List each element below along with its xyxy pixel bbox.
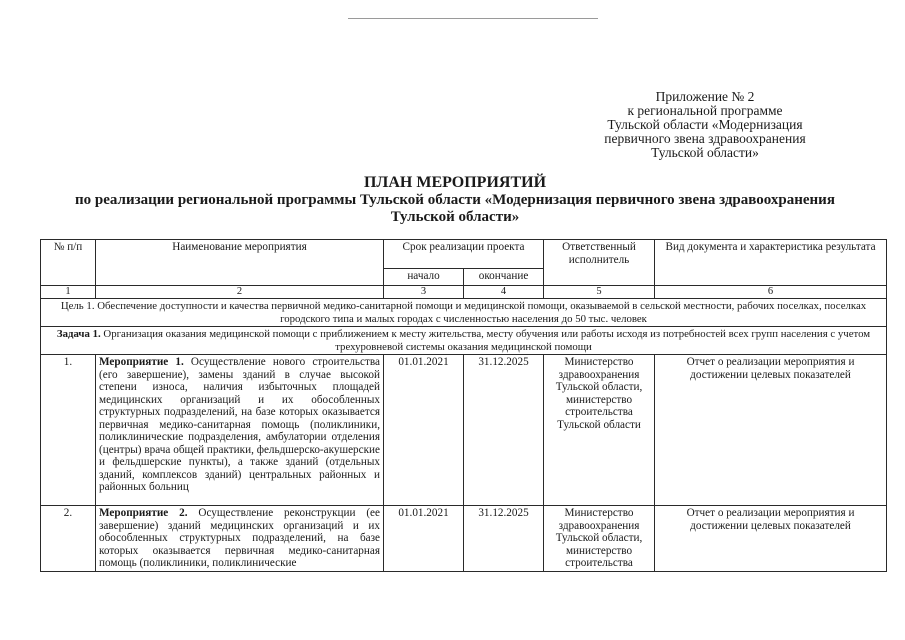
top-divider — [348, 18, 598, 19]
header-start: начало — [384, 269, 464, 286]
column-number: 6 — [655, 286, 887, 299]
appendix-line: Тульской области «Модернизация — [607, 117, 803, 132]
column-number: 3 — [384, 286, 464, 299]
goal-text: Цель 1. Обеспечение доступности и качества первичной медико-санитарной помощи и медицинской помощи, оказываемой в сельской местности, рабочих поселках, поселках городского типа и малых городах с численностью населения до 50 тыс. человек — [41, 299, 887, 327]
header-num: № п/п — [41, 240, 96, 286]
event-label: Мероприятие 1. — [99, 356, 184, 368]
event-text: Осуществление реконструкции (ее завершение) зданий медицинских организаций и их обособленных структурных подразделений, на базе которых оказывается первичная медико-санитарная помощь (поликлиники, поликлинические — [99, 507, 380, 569]
plan-table — [40, 239, 887, 572]
task-text: Организация оказания медицинской помощи с приближением к месту жительства, месту обучения или работы исходя из потребностей всех групп населения с учетом трехуровневой системы оказания медицинской помощи — [100, 328, 871, 353]
task-label: Задача 1. — [56, 328, 101, 340]
column-number: 2 — [96, 286, 384, 299]
appendix-line: к региональной программе — [627, 103, 783, 118]
event-name — [96, 506, 384, 572]
header-row — [41, 240, 887, 269]
appendix-note — [580, 90, 830, 160]
event-start: 01.01.2021 — [384, 355, 464, 506]
event-text: Осуществление нового строительства (его завершение), замены зданий в случае высокой степени износа, наличия избыточных площадей медицинских организаций и их обособленных структурных подразделений, на базе которых оказывается первичная медико-санитарная помощь (поликлиники, поликлинические подразделения, амбулатории отделения (центры) врача общей практики, фельдшерско-акушерские и фельдшерские пункты), а также зданий (отдельных зданий, комплексов зданий) центральных районных и районных больниц — [99, 356, 380, 493]
appendix-line: первичного звена здравоохранения — [604, 131, 806, 146]
event-result: Отчет о реализации мероприятия и достижении целевых показателей — [655, 506, 887, 572]
event-label: Мероприятие 2. — [99, 507, 188, 519]
event-result: Отчет о реализации мероприятия и достижении целевых показателей — [655, 355, 887, 506]
header-responsible: Ответственный исполнитель — [544, 240, 655, 286]
appendix-line: Тульской области» — [651, 145, 759, 160]
appendix-line: Приложение № 2 — [655, 89, 755, 104]
goal-row — [41, 299, 887, 327]
header-end: окончание — [464, 269, 544, 286]
event-end: 31.12.2025 — [464, 506, 544, 572]
table-row — [41, 506, 887, 572]
document-title — [40, 174, 870, 227]
title-line-1: ПЛАН МЕРОПРИЯТИЙ — [363, 174, 547, 191]
title-line-3: Тульской области» — [390, 209, 520, 225]
event-start: 01.01.2021 — [384, 506, 464, 572]
event-responsible — [544, 506, 655, 572]
header-result: Вид документа и характеристика результата — [655, 240, 887, 286]
event-responsible-text: Министерство здравоохранения Тульской области, министерство строительства — [555, 507, 643, 569]
column-number: 5 — [544, 286, 655, 299]
row-num: 1. — [41, 355, 96, 506]
task-row — [41, 327, 887, 355]
title-line-2: по реализации региональной программы Тульской области «Модернизация первичного звена здравоохранения — [75, 191, 835, 208]
header-period: Срок реализации проекта — [384, 240, 544, 269]
event-responsible: Министерство здравоохранения Тульской области, министерство строительства Тульской области — [544, 355, 655, 506]
table-row — [41, 355, 887, 506]
event-end: 31.12.2025 — [464, 355, 544, 506]
header-name: Наименование мероприятия — [96, 240, 384, 286]
row-num: 2. — [41, 506, 96, 572]
task-cell — [41, 327, 887, 355]
column-number: 4 — [464, 286, 544, 299]
column-number: 1 — [41, 286, 96, 299]
event-name — [96, 355, 384, 506]
column-number-row — [41, 286, 887, 299]
